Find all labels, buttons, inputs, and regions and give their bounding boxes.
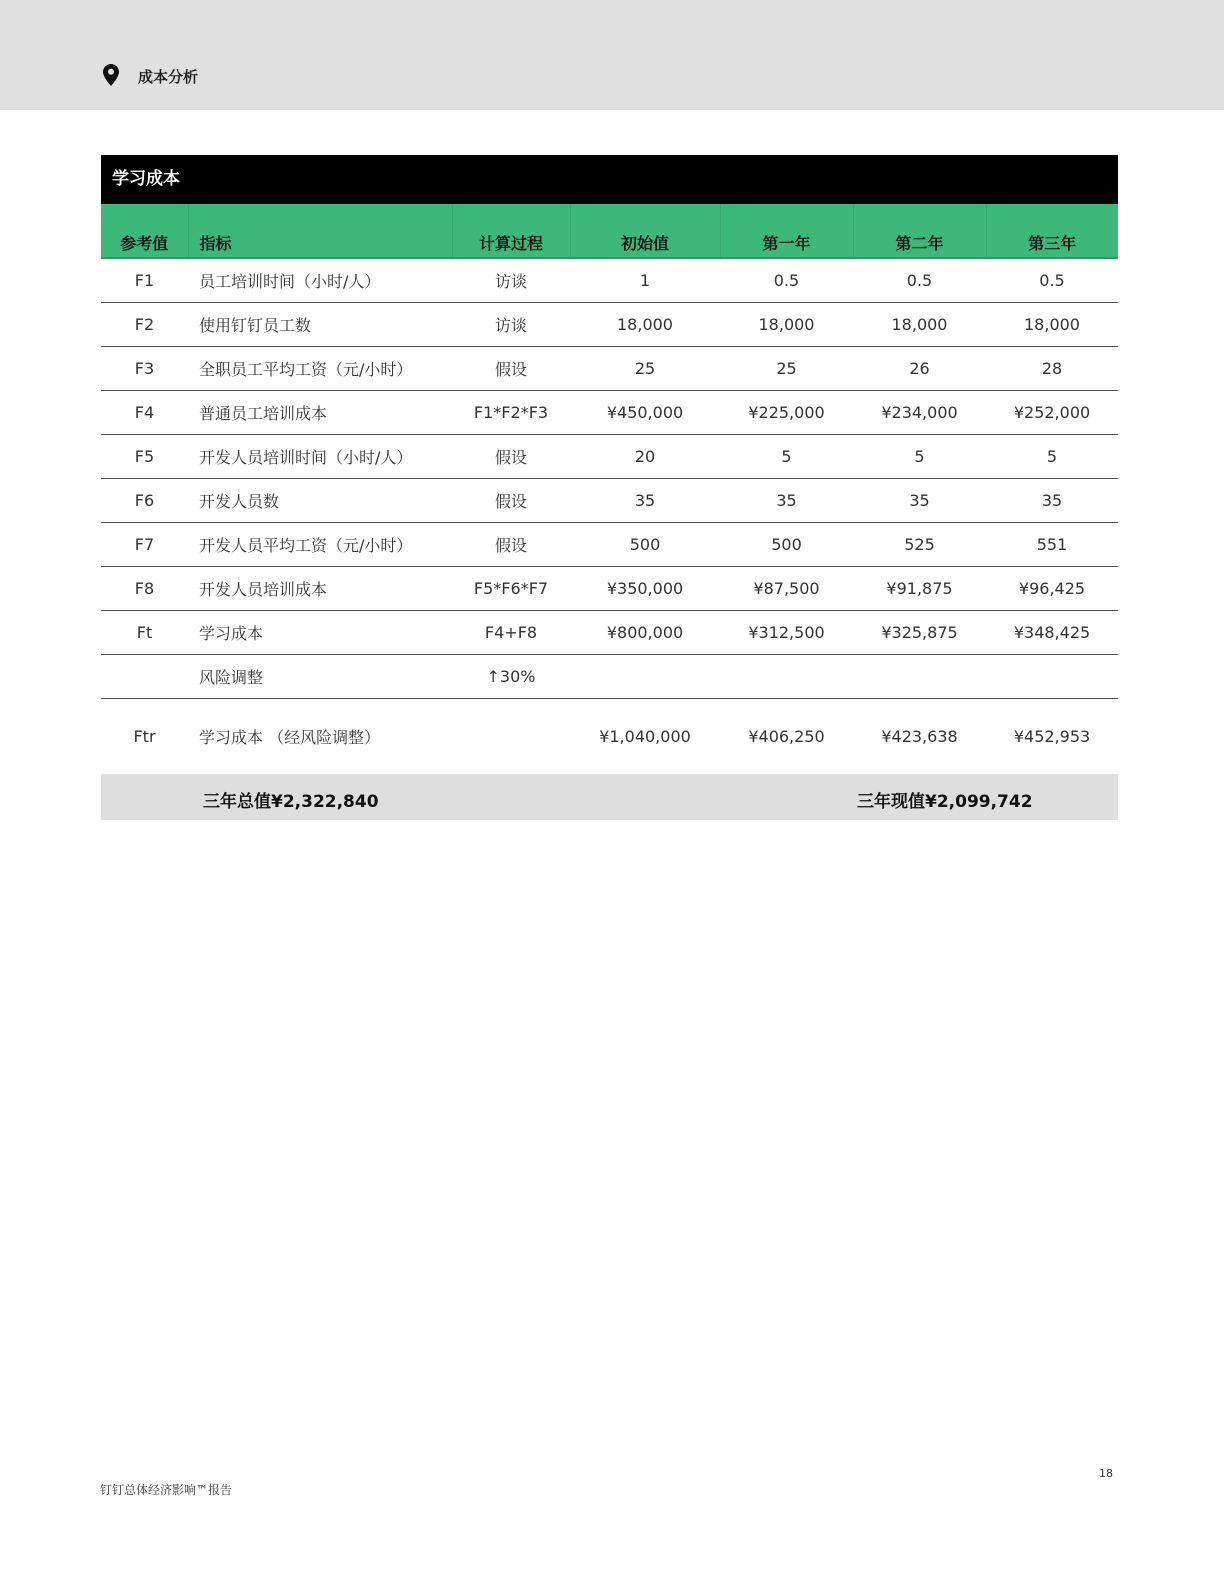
- table-row: [101, 303, 1118, 347]
- table-cell: F8: [101, 567, 188, 611]
- table-row: [101, 611, 1118, 655]
- table-cell: ¥234,000: [853, 391, 986, 435]
- table-cell: 28: [986, 347, 1118, 391]
- table-cell: ¥312,500: [720, 611, 853, 655]
- table-cell: Ft: [101, 611, 188, 655]
- column-header: 初始值: [570, 204, 720, 258]
- table-cell: 0.5: [720, 258, 853, 303]
- table-cell: 学习成本 （经风险调整）: [199, 728, 381, 747]
- table-cell: 0.5: [853, 258, 986, 303]
- table-cell: ¥252,000: [986, 391, 1118, 435]
- table-cell: 开发人员培训时间（小时/人）: [188, 435, 452, 479]
- table-row: [101, 391, 1118, 435]
- table-cell: ¥91,875: [853, 567, 986, 611]
- table-cell: 使用钉钉员工数: [188, 303, 452, 347]
- table-cell: 35: [720, 479, 853, 523]
- table-row: [101, 258, 1118, 303]
- page-number: 18: [1099, 1467, 1113, 1480]
- table-cell: 25: [570, 347, 720, 391]
- table-cell: [101, 655, 188, 699]
- table-cell: 普通员工培训成本: [188, 391, 452, 435]
- table-cell: 访谈: [452, 303, 570, 347]
- table-cell: 风险调整: [188, 655, 452, 699]
- table-row: [101, 699, 1118, 775]
- column-header: 第三年: [986, 204, 1118, 258]
- table-cell: 开发人员数: [188, 479, 452, 523]
- table-cell: 学习成本: [188, 611, 452, 655]
- table-cell: ¥96,425: [986, 567, 1118, 611]
- table-cell: 500: [570, 523, 720, 567]
- report-name: 钉钉总体经济影响™报告: [100, 1483, 233, 1497]
- table-cell: [853, 655, 986, 699]
- table-cell: ¥325,875: [853, 611, 986, 655]
- table-body: [101, 258, 1118, 774]
- table-cell: ¥225,000: [720, 391, 853, 435]
- table-cell: 全职员工平均工资（元/小时）: [188, 347, 452, 391]
- table-row: [101, 655, 1118, 699]
- totals-bar: [101, 774, 1118, 820]
- table-cell: F1: [101, 258, 188, 303]
- table-cell: ¥1,040,000: [599, 727, 691, 746]
- table-cell: 5: [853, 435, 986, 479]
- table-row: [101, 523, 1118, 567]
- column-header: 第二年: [853, 204, 986, 258]
- table-row: [101, 479, 1118, 523]
- table-cell: ¥450,000: [570, 391, 720, 435]
- table-cell: 开发人员平均工资（元/小时）: [188, 523, 452, 567]
- table-cell: 假设: [452, 435, 570, 479]
- table-cell: 551: [986, 523, 1118, 567]
- table-cell: F7: [101, 523, 188, 567]
- table-header-row: [101, 204, 1118, 258]
- section-title: 成本分析: [138, 68, 199, 86]
- table-row: [101, 435, 1118, 479]
- column-header: 指标: [188, 204, 452, 258]
- table-cell: F4: [101, 391, 188, 435]
- table-cell: 5: [986, 435, 1118, 479]
- table-cell: 35: [986, 479, 1118, 523]
- learning-cost-table: [101, 155, 1118, 820]
- table-cell: F5*F6*F7: [452, 567, 570, 611]
- table-cell: F2: [101, 303, 188, 347]
- table-cell: Ftr: [133, 727, 156, 746]
- table-cell: ¥800,000: [570, 611, 720, 655]
- table-row: [101, 567, 1118, 611]
- table-cell: 假设: [452, 523, 570, 567]
- table-cell: 开发人员培训成本: [188, 567, 452, 611]
- table-title: 学习成本: [101, 155, 1118, 204]
- table-cell: 25: [720, 347, 853, 391]
- table-cell: 0.5: [986, 258, 1118, 303]
- table-cell: ¥423,638: [881, 727, 958, 746]
- table-row: [101, 347, 1118, 391]
- column-header: 参考值: [101, 204, 188, 258]
- location-pin-icon: [103, 64, 119, 86]
- table-cell: 18,000: [853, 303, 986, 347]
- table-cell: 假设: [452, 347, 570, 391]
- table-cell: 35: [570, 479, 720, 523]
- table-cell: [452, 699, 570, 775]
- table-cell: 员工培训时间（小时/人）: [188, 258, 452, 303]
- column-header: 计算过程: [452, 204, 570, 258]
- table-cell: ¥348,425: [986, 611, 1118, 655]
- table-cell: 访谈: [452, 258, 570, 303]
- table-cell: 20: [570, 435, 720, 479]
- table-cell: 5: [720, 435, 853, 479]
- table-cell: 500: [720, 523, 853, 567]
- three-year-total: 三年总值¥2,322,840: [203, 792, 379, 812]
- table-cell: ¥452,953: [1013, 727, 1091, 746]
- header-band: [0, 0, 1224, 110]
- table-cell: F1*F2*F3: [452, 391, 570, 435]
- table-cell: F4+F8: [452, 611, 570, 655]
- cost-table: [101, 204, 1118, 774]
- three-year-present-value: 三年现值¥2,099,742: [857, 792, 1033, 812]
- table-cell: 1: [570, 258, 720, 303]
- table-cell: [986, 655, 1118, 699]
- table-cell: ¥350,000: [570, 567, 720, 611]
- table-cell: 假设: [452, 479, 570, 523]
- table-cell: 18,000: [720, 303, 853, 347]
- table-cell: ¥406,250: [748, 727, 825, 746]
- table-cell: 26: [853, 347, 986, 391]
- table-cell: 35: [853, 479, 986, 523]
- table-cell: ¥87,500: [720, 567, 853, 611]
- table-cell: [570, 655, 720, 699]
- table-cell: 525: [853, 523, 986, 567]
- table-cell: F6: [101, 479, 188, 523]
- column-header: 第一年: [720, 204, 853, 258]
- table-cell: F5: [101, 435, 188, 479]
- table-cell: [720, 655, 853, 699]
- table-cell: 18,000: [570, 303, 720, 347]
- table-cell: F3: [101, 347, 188, 391]
- table-cell: 18,000: [986, 303, 1118, 347]
- table-cell: ↑30%: [452, 655, 570, 699]
